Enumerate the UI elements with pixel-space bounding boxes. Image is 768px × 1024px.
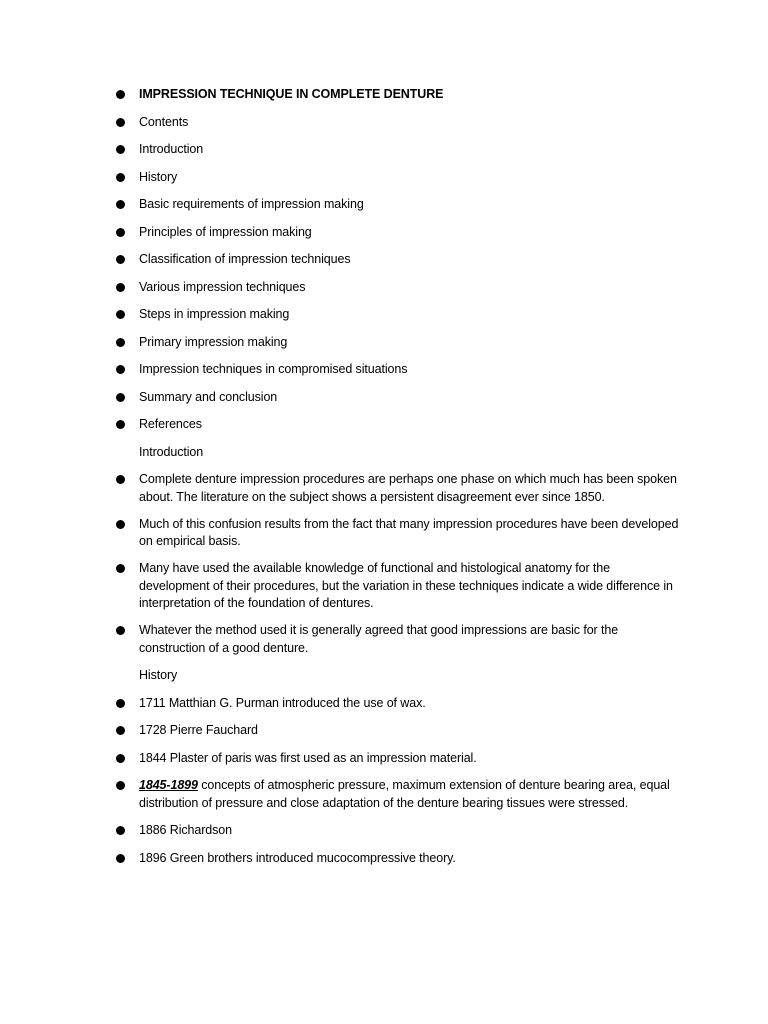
contents-item: Basic requirements of impression making: [139, 196, 679, 214]
document-content: [139, 86, 679, 867]
history-point: 1886 Richardson: [139, 822, 679, 840]
contents-item: Steps in impression making: [139, 306, 679, 324]
contents-item: Primary impression making: [139, 334, 679, 352]
history-point: 1896 Green brothers introduced mucocompressive theory.: [139, 850, 679, 868]
history-point: 1711 Matthian G. Purman introduced the use of wax.: [139, 695, 679, 713]
contents-item: Impression techniques in compromised situations: [139, 361, 679, 379]
history-heading: History: [139, 668, 178, 682]
introduction-heading: Introduction: [139, 444, 204, 459]
introduction-point: Many have used the available knowledge of functional and histological anatomy for the development of their procedures, but the variation in these techniques indicate a wide difference in interpretation of the foundation of dentures.: [139, 560, 679, 613]
history-point-emphasis: [139, 777, 679, 812]
contents-item: Principles of impression making: [139, 224, 679, 242]
contents-item: Classification of impression techniques: [139, 251, 679, 269]
contents-item: Summary and conclusion: [139, 389, 679, 407]
contents-item: History: [139, 169, 679, 187]
history-point: 1844 Plaster of paris was first used as an impression material.: [139, 750, 679, 768]
history-emphasis-text: concepts of atmospheric pressure, maximum extension of denture bearing area, equal distribution of pressure and close adaptation of the denture bearing tissues were stressed.: [139, 778, 670, 810]
introduction-point: Complete denture impression procedures are perhaps one phase on which much has been spoken about. The literature on the subject shows a persistent disagreement ever since 1850.: [139, 471, 679, 506]
contents-item: Introduction: [139, 141, 679, 159]
introduction-point: Much of this confusion results from the fact that many impression procedures have been developed on empirical basis.: [139, 516, 679, 551]
contents-item: References: [139, 416, 679, 434]
contents-item: Contents: [139, 114, 679, 132]
contents-item: Various impression techniques: [139, 279, 679, 297]
introduction-point: Whatever the method used it is generally agreed that good impressions are basic for the construction of a good denture.: [139, 622, 679, 657]
document-title: IMPRESSION TECHNIQUE IN COMPLETE DENTURE: [139, 86, 679, 104]
history-years: 1845-1899: [139, 778, 198, 792]
history-point: 1728 Pierre Fauchard: [139, 722, 679, 740]
